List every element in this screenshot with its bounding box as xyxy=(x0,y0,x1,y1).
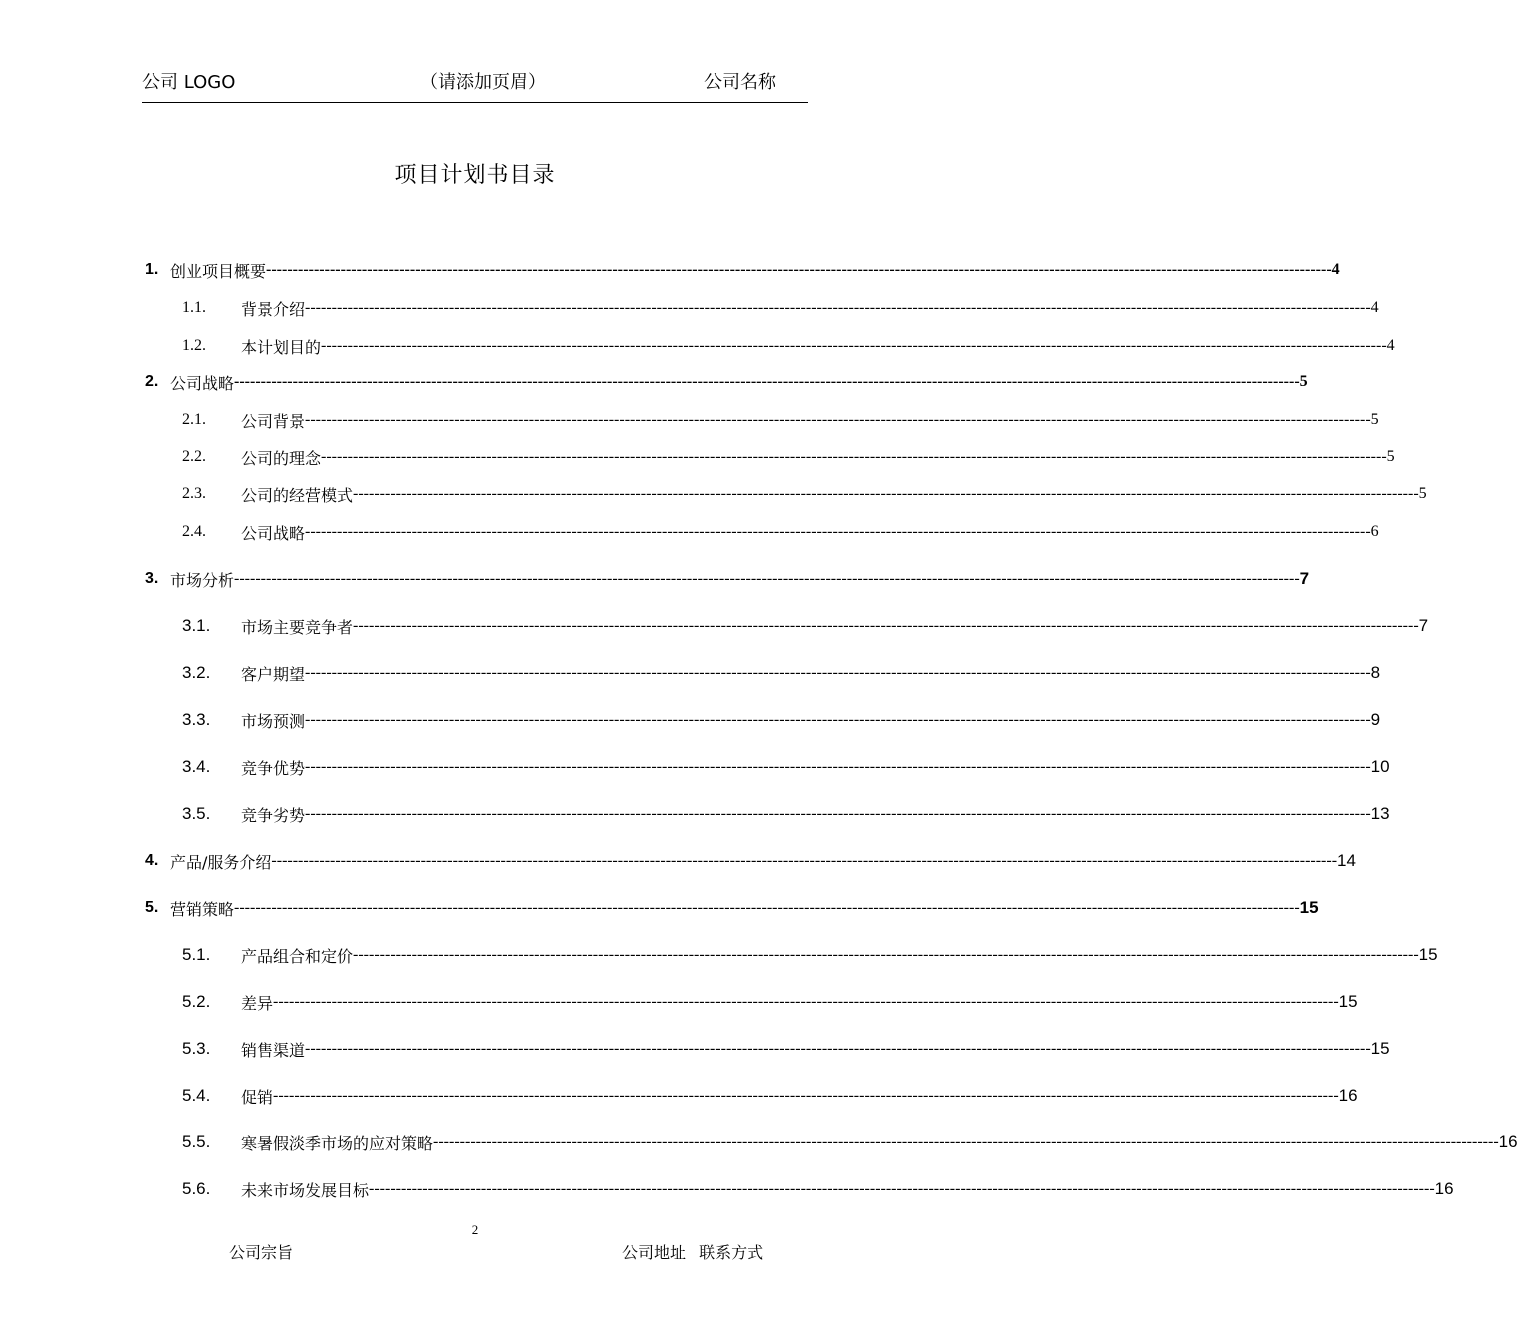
document-title: 项目计划书目录 xyxy=(394,163,556,188)
toc-page-number: 7 xyxy=(1418,616,1429,635)
toc-title: 公司的理念 xyxy=(241,448,322,468)
toc-entry[interactable] xyxy=(182,802,1390,826)
toc-number: 5.5. xyxy=(182,1132,211,1151)
toc-number: 5.1. xyxy=(182,945,211,964)
toc-entry[interactable] xyxy=(182,990,1358,1014)
toc-page-number: 15 xyxy=(1370,1039,1390,1058)
toc-number: 2.2. xyxy=(182,448,206,465)
toc-leader: -------------------------------------------------------------------------------------------------------------------------------------------------------------------------------------------------------- xyxy=(321,448,1387,465)
toc-page-number: 5 xyxy=(1418,485,1427,502)
toc-entry[interactable] xyxy=(182,1177,1454,1201)
toc-page-number: 16 xyxy=(1434,1179,1454,1198)
toc-leader: -------------------------------------------------------------------------------------------------------------------------------------------------------------------------------------------------------- xyxy=(353,485,1419,502)
toc-title: 公司战略 xyxy=(170,373,235,393)
toc-title: 市场预测 xyxy=(241,711,306,731)
toc-page-number: 16 xyxy=(1498,1132,1518,1151)
toc-leader: -------------------------------------------------------------------------------------------------------------------------------------------------------------------------------------------------------- xyxy=(234,373,1300,390)
footer-company-tenet: 公司宗旨 xyxy=(229,1243,294,1262)
toc-number: 3. xyxy=(145,570,159,587)
toc-entry[interactable] xyxy=(182,943,1438,967)
toc-entry[interactable] xyxy=(182,755,1390,779)
toc-page-number: 9 xyxy=(1370,710,1381,729)
header-company-name: 公司名称 xyxy=(704,72,776,93)
toc-entry[interactable] xyxy=(145,258,1340,282)
toc-leader: -------------------------------------------------------------------------------------------------------------------------------------------------------------------------------------------------------- xyxy=(234,899,1300,916)
toc-entry[interactable] xyxy=(182,334,1395,358)
toc-number: 3.4. xyxy=(182,757,211,776)
toc-title: 产品组合和定价 xyxy=(241,946,354,966)
toc-entry[interactable] xyxy=(182,708,1381,732)
toc-page-number: 15 xyxy=(1299,898,1319,917)
toc-page-number: 16 xyxy=(1338,1086,1358,1105)
toc-page-number: 14 xyxy=(1337,851,1356,870)
toc-number: 1.2. xyxy=(182,337,206,354)
toc-leader: -------------------------------------------------------------------------------------------------------------------------------------------------------------------------------------------------------- xyxy=(369,1180,1435,1197)
toc-entry[interactable] xyxy=(145,567,1310,591)
toc-title: 促销 xyxy=(241,1087,274,1107)
toc-title: 公司的经营模式 xyxy=(241,485,354,505)
toc-page-number: 7 xyxy=(1299,569,1310,588)
toc-title: 未来市场发展目标 xyxy=(241,1180,370,1200)
toc-number: 5. xyxy=(145,899,159,916)
toc-number: 3.1. xyxy=(182,616,211,635)
toc-leader: -------------------------------------------------------------------------------------------------------------------------------------------------------------------------------------------------------- xyxy=(353,617,1419,634)
toc-title: 背景介绍 xyxy=(241,299,306,319)
toc-entry[interactable] xyxy=(182,520,1379,544)
toc-entry[interactable] xyxy=(182,614,1429,638)
header-company-logo: 公司 LOGO xyxy=(142,72,236,93)
header-placeholder: （请添加页眉） xyxy=(420,72,546,93)
toc-entry[interactable] xyxy=(145,896,1319,920)
toc-leader: -------------------------------------------------------------------------------------------------------------------------------------------------------------------------------------------------------- xyxy=(234,570,1300,587)
toc-leader: -------------------------------------------------------------------------------------------------------------------------------------------------------------------------------------------------------- xyxy=(273,993,1339,1010)
toc-number: 3.2. xyxy=(182,663,211,682)
toc-number: 4. xyxy=(145,852,159,869)
toc-page-number: 13 xyxy=(1370,804,1390,823)
toc-number: 1.1. xyxy=(182,299,206,316)
toc-number: 5.4. xyxy=(182,1086,211,1105)
page-header xyxy=(142,64,808,103)
toc-page-number: 5 xyxy=(1386,448,1395,465)
toc-number: 2.4. xyxy=(182,523,206,540)
toc-page-number: 8 xyxy=(1370,663,1381,682)
toc-number: 3.3. xyxy=(182,710,211,729)
toc-entry[interactable] xyxy=(182,1037,1390,1061)
toc-title: 公司背景 xyxy=(241,411,306,431)
toc-leader: -------------------------------------------------------------------------------------------------------------------------------------------------------------------------------------------------------- xyxy=(353,946,1419,963)
toc-number: 5.3. xyxy=(182,1039,211,1058)
toc-leader: -------------------------------------------------------------------------------------------------------------------------------------------------------------------------------------------------------- xyxy=(271,852,1338,869)
toc-title: 产品/服务介绍 xyxy=(170,852,272,872)
toc-title: 竞争优势 xyxy=(241,758,306,778)
toc-leader: -------------------------------------------------------------------------------------------------------------------------------------------------------------------------------------------------------- xyxy=(433,1133,1499,1150)
toc-number: 5.6. xyxy=(182,1179,211,1198)
toc-leader: -------------------------------------------------------------------------------------------------------------------------------------------------------------------------------------------------------- xyxy=(305,523,1371,540)
toc-leader: -------------------------------------------------------------------------------------------------------------------------------------------------------------------------------------------------------- xyxy=(305,664,1371,681)
toc-title: 差异 xyxy=(241,993,274,1013)
toc-number: 1. xyxy=(145,261,159,278)
toc-page-number: 6 xyxy=(1370,523,1379,540)
toc-page-number: 15 xyxy=(1338,992,1358,1011)
toc-title: 竞争劣势 xyxy=(241,805,306,825)
toc-page-number: 15 xyxy=(1418,945,1438,964)
toc-page-number: 5 xyxy=(1370,411,1379,428)
toc-leader: -------------------------------------------------------------------------------------------------------------------------------------------------------------------------------------------------------- xyxy=(305,411,1371,428)
toc-title: 营销策略 xyxy=(170,899,235,919)
toc-number: 2. xyxy=(145,373,159,390)
toc-entry[interactable] xyxy=(182,445,1395,469)
toc-leader: -------------------------------------------------------------------------------------------------------------------------------------------------------------------------------------------------------- xyxy=(273,1087,1339,1104)
toc-number: 5.2. xyxy=(182,992,211,1011)
toc-page-number: 4 xyxy=(1331,261,1340,278)
toc-page-number: 5 xyxy=(1299,373,1308,390)
toc-leader: -------------------------------------------------------------------------------------------------------------------------------------------------------------------------------------------------------- xyxy=(305,805,1371,822)
footer-contact: 公司地址 联系方式 xyxy=(622,1243,764,1262)
page-number: 2 xyxy=(471,1222,479,1237)
toc-page-number: 10 xyxy=(1370,757,1390,776)
toc-number: 2.3. xyxy=(182,485,206,502)
toc-entry[interactable] xyxy=(182,482,1427,506)
toc-title: 市场主要竞争者 xyxy=(241,617,354,637)
toc-page-number: 4 xyxy=(1370,299,1379,316)
toc-title: 客户期望 xyxy=(241,664,306,684)
toc-leader: -------------------------------------------------------------------------------------------------------------------------------------------------------------------------------------------------------- xyxy=(321,337,1387,354)
toc-entry[interactable] xyxy=(182,661,1381,685)
toc-title: 创业项目概要 xyxy=(170,261,267,281)
toc-title: 公司战略 xyxy=(241,523,306,543)
toc-entry[interactable] xyxy=(182,1084,1358,1108)
toc-leader: -------------------------------------------------------------------------------------------------------------------------------------------------------------------------------------------------------- xyxy=(266,261,1332,278)
toc-entry[interactable] xyxy=(182,408,1379,432)
toc-page-number: 4 xyxy=(1386,337,1395,354)
toc-leader: -------------------------------------------------------------------------------------------------------------------------------------------------------------------------------------------------------- xyxy=(305,758,1371,775)
toc-leader: -------------------------------------------------------------------------------------------------------------------------------------------------------------------------------------------------------- xyxy=(305,711,1371,728)
toc-number: 3.5. xyxy=(182,804,211,823)
toc-entry[interactable] xyxy=(182,1130,1518,1154)
toc-leader: -------------------------------------------------------------------------------------------------------------------------------------------------------------------------------------------------------- xyxy=(305,299,1371,316)
toc-entry[interactable] xyxy=(182,296,1379,320)
toc-title: 本计划目的 xyxy=(241,337,322,357)
toc-leader: -------------------------------------------------------------------------------------------------------------------------------------------------------------------------------------------------------- xyxy=(305,1040,1371,1057)
toc-title: 销售渠道 xyxy=(241,1040,306,1060)
toc-entry[interactable] xyxy=(145,370,1308,394)
toc-entry[interactable] xyxy=(145,849,1356,873)
toc-title: 寒暑假淡季市场的应对策略 xyxy=(241,1133,434,1153)
toc-title: 市场分析 xyxy=(170,570,235,590)
toc-number: 2.1. xyxy=(182,411,206,428)
